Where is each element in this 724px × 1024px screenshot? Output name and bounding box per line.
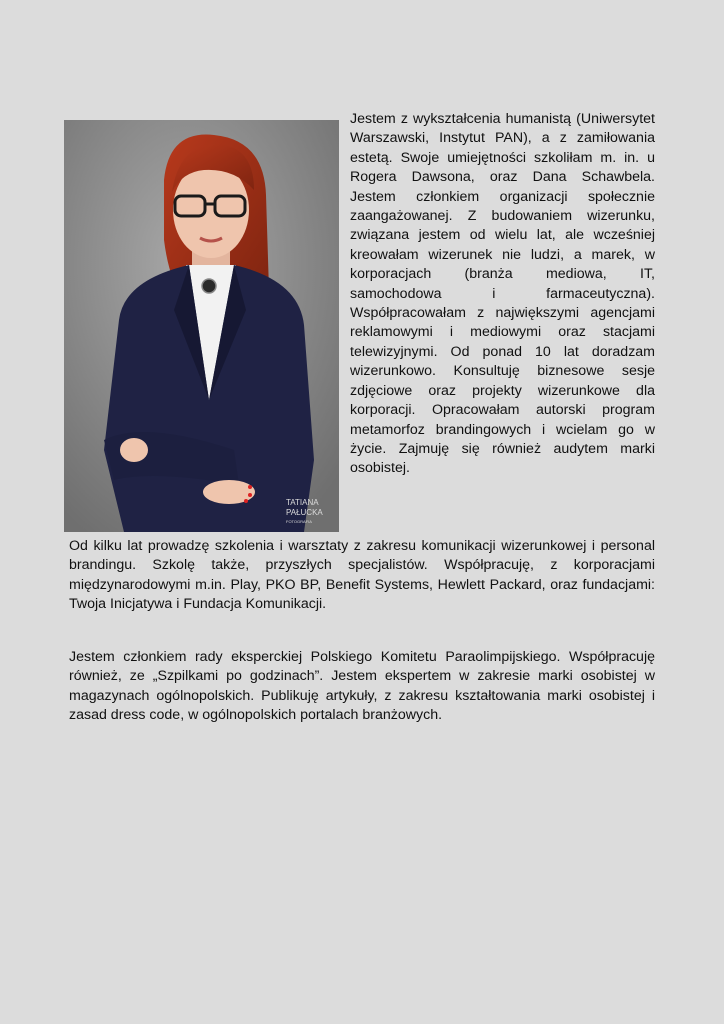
portrait-illustration [64,120,339,532]
intro-paragraph: Jestem z wykształcenia humanistą (Uniwersytet Warszawski, Instytut PAN), a z zamiłowania estetą. Swoje umiejętności szkoliłam m. in. u Rogera Dawsona, oraz Dana Schawbela. Jestem członkiem organizacji społecznie zaangażowanej. Z budowaniem wizerunku, związana jestem od wielu lat, ale wcześniej kreowałam wizerunek nie ludzi, a marek, w korporacjach (branża mediowa, IT, samochodowa i farmaceutyczna). Współpracowałam z największymi agencjami reklamowymi i mediowymi oraz stacjami telewizyjnymi. Od ponad 10 lat doradzam wizerunkowo. Konsultuję biznesowe sesje zdjęciowe oraz projekty wizerunkowe dla korporacji. Opracowałam autorski program metamorfoz brandingowych i wcielam go w życie. Zajmuję się również audytem marki osobistej. [350,111,655,477]
watermark-line1: TATIANA [286,498,319,507]
committee-paragraph: Jestem członkiem rady eksperckiej Polskiego Komitetu Paraolimpijskiego. Współpracuję również, ze „Szpilkami po godzinach”. Jestem ekspertem w zakresie marki osobistej w magazynach ogólnopolskich. Publikuję artykuły, z zakresu kształtowania marki osobistej i zasad dress code, w ogólnopolskich portalach branżowych. [69,649,655,724]
portrait-photo [64,120,339,532]
watermark-line3: FOTOGRAFIA [286,519,312,524]
watermark-line2: PAŁUCKA [286,508,323,517]
training-paragraph: Od kilku lat prowadzę szkolenia i warsztaty z zakresu komunikacji wizerunkowej i personal brandingu. Szkolę także, przyszłych specjalistów. Współpracuję, z korporacjami międzynarodowymi m.in. Play, PKO BP, Benefit Systems, Hewlett Packard, oraz fundacjami: Twoja Inicjatywa i Fundacja Komunikacji. [69,538,655,613]
